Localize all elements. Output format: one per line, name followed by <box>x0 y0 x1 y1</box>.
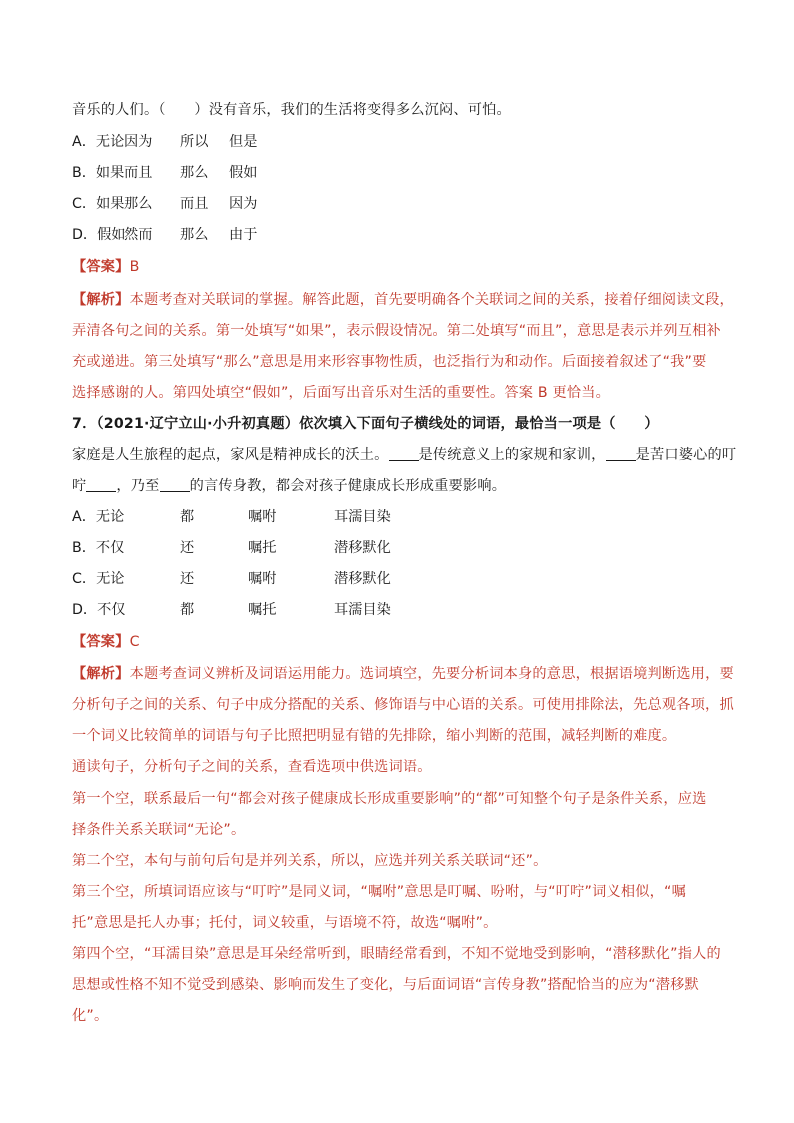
q7-body-line-5: 第三个空，所填词语应该与“叮咛”是同义词，“嘱咐”意思是叮嘱、吩咐，与“叮咛”词义相似，“嘱 <box>72 884 686 900</box>
analysis-tag: 【解析】 <box>72 666 130 682</box>
q7-body-line-2: 第一个空，联系最后一句“都会对孩子健康成长形成重要影响”的“都”可知整个句子是条件关系，应选 <box>72 791 707 807</box>
option-label: C．如果 <box>72 196 125 212</box>
option-label: D．假如 <box>72 227 126 243</box>
q7-title: 7．（2021·辽宁立山·小升初真题）依次填入下面句子横线处的词语，最恰当一项是（ ） <box>72 416 659 432</box>
q6-option-c: C．如果 那么 而且 因为 <box>72 196 258 212</box>
option-label: D．不仅 <box>72 602 126 618</box>
q7-analysis-line-2: 分析句子之间的关系、句子中成分搭配的关系、修饰语与中心语的关系。可使用排除法，先总观各项，抓 <box>72 697 734 713</box>
q7-option-d: D．不仅 都 嘱托 耳濡目染 <box>72 602 391 618</box>
q7-stem-line-2: 咛 ，乃至 的言传身教，都会对孩子健康成长形成重要影响。 <box>72 478 507 494</box>
q6-analysis-line-1: 【解析】本题考查对关联词的掌握。解答此题，首先要明确各个关联词之间的关系，接着仔细阅读文段， <box>72 292 734 308</box>
option-label: B．如果 <box>72 165 125 181</box>
q7-body-line-7: 第四个空，“耳濡目染”意思是耳朵经常听到，眼睛经常看到，不知不觉地受到影响，“潜移默化”指人的 <box>72 946 721 962</box>
q6-option-b: B．如果 而且 那么 假如 <box>72 165 258 181</box>
q6-option-d: D．假如 然而 那么 由于 <box>72 227 258 243</box>
q7-stem-line-1: 家庭是人生旅程的起点，家风是精神成长的沃土。 是传统意义上的家规和家训， 是苦口婆心的叮 <box>72 447 737 463</box>
q6-analysis-line-2: 弄清各句之间的关系。第一处填写“如果”，表示假设情况。第二处填写“而且”，意思是表示并列互相补 <box>72 323 721 339</box>
q7-body-line-3: 择条件关系关联词“无论”。 <box>72 822 246 838</box>
blank-4 <box>160 477 190 492</box>
answer-value: C <box>129 634 140 650</box>
q6-answer <box>72 257 732 277</box>
analysis-tag: 【解析】 <box>72 292 130 308</box>
q7-option-c: C．无论 还 嘱咐 潜移默化 <box>72 571 391 587</box>
q6-option-a: A．无论 因为 所以 但是 <box>72 134 258 150</box>
option-label: B．不仅 <box>72 540 125 556</box>
q7-body-line-1: 通读句子，分析句子之间的关系，查看选项中供选词语。 <box>72 759 432 775</box>
blank-1 <box>389 446 419 461</box>
option-label: A．无论 <box>72 134 125 150</box>
q6-intro: 音乐的人们。（ ）没有音乐，我们的生活将变得多么沉闷、可怕。 <box>72 102 511 118</box>
q6-analysis-line-4: 选择感谢的人。第四处填空“假如”，后面写出音乐对生活的重要性。答案 B 更恰当。 <box>72 385 611 401</box>
answer-value: B <box>129 259 140 275</box>
q7-body-line-4: 第二个空，本句与前句后句是并列关系，所以，应选并列关系关联词“还”。 <box>72 853 548 869</box>
option-label: A．无论 <box>72 509 125 525</box>
q7-body-line-6: 托”意思是托人办事；托付，词义较重，与语境不符，故选“嘱咐”。 <box>72 915 498 931</box>
answer-tag: 【答案】 <box>72 634 130 650</box>
q7-analysis-line-1: 【解析】本题考查词义辨析及词语运用能力。选词填空，先要分析词本身的意思，根据语境判断选用，要 <box>72 666 734 682</box>
blank-2 <box>606 446 636 461</box>
option-label: C．无论 <box>72 571 125 587</box>
q7-option-a: A．无论 都 嘱咐 耳濡目染 <box>72 509 391 525</box>
q7-option-b: B．不仅 还 嘱托 潜移默化 <box>72 540 391 556</box>
q7-body-line-9: 化”。 <box>72 1008 109 1024</box>
blank-3 <box>86 477 116 492</box>
q7-answer <box>72 632 732 652</box>
answer-tag: 【答案】 <box>72 259 130 275</box>
q7-body-line-8: 思想或性格不知不觉受到感染、影响而发生了变化，与后面词语“言传身教”搭配恰当的应为“潜移默 <box>72 977 699 993</box>
q6-analysis-line-3: 充或递进。第三处填写“那么”意思是用来形容事物性质，也泛指行为和动作。后面接着叙述了“我”要 <box>72 354 707 370</box>
q7-analysis-line-3: 一个词义比较简单的词语与句子比照把明显有错的先排除，缩小判断的范围，减轻判断的难度。 <box>72 728 677 744</box>
